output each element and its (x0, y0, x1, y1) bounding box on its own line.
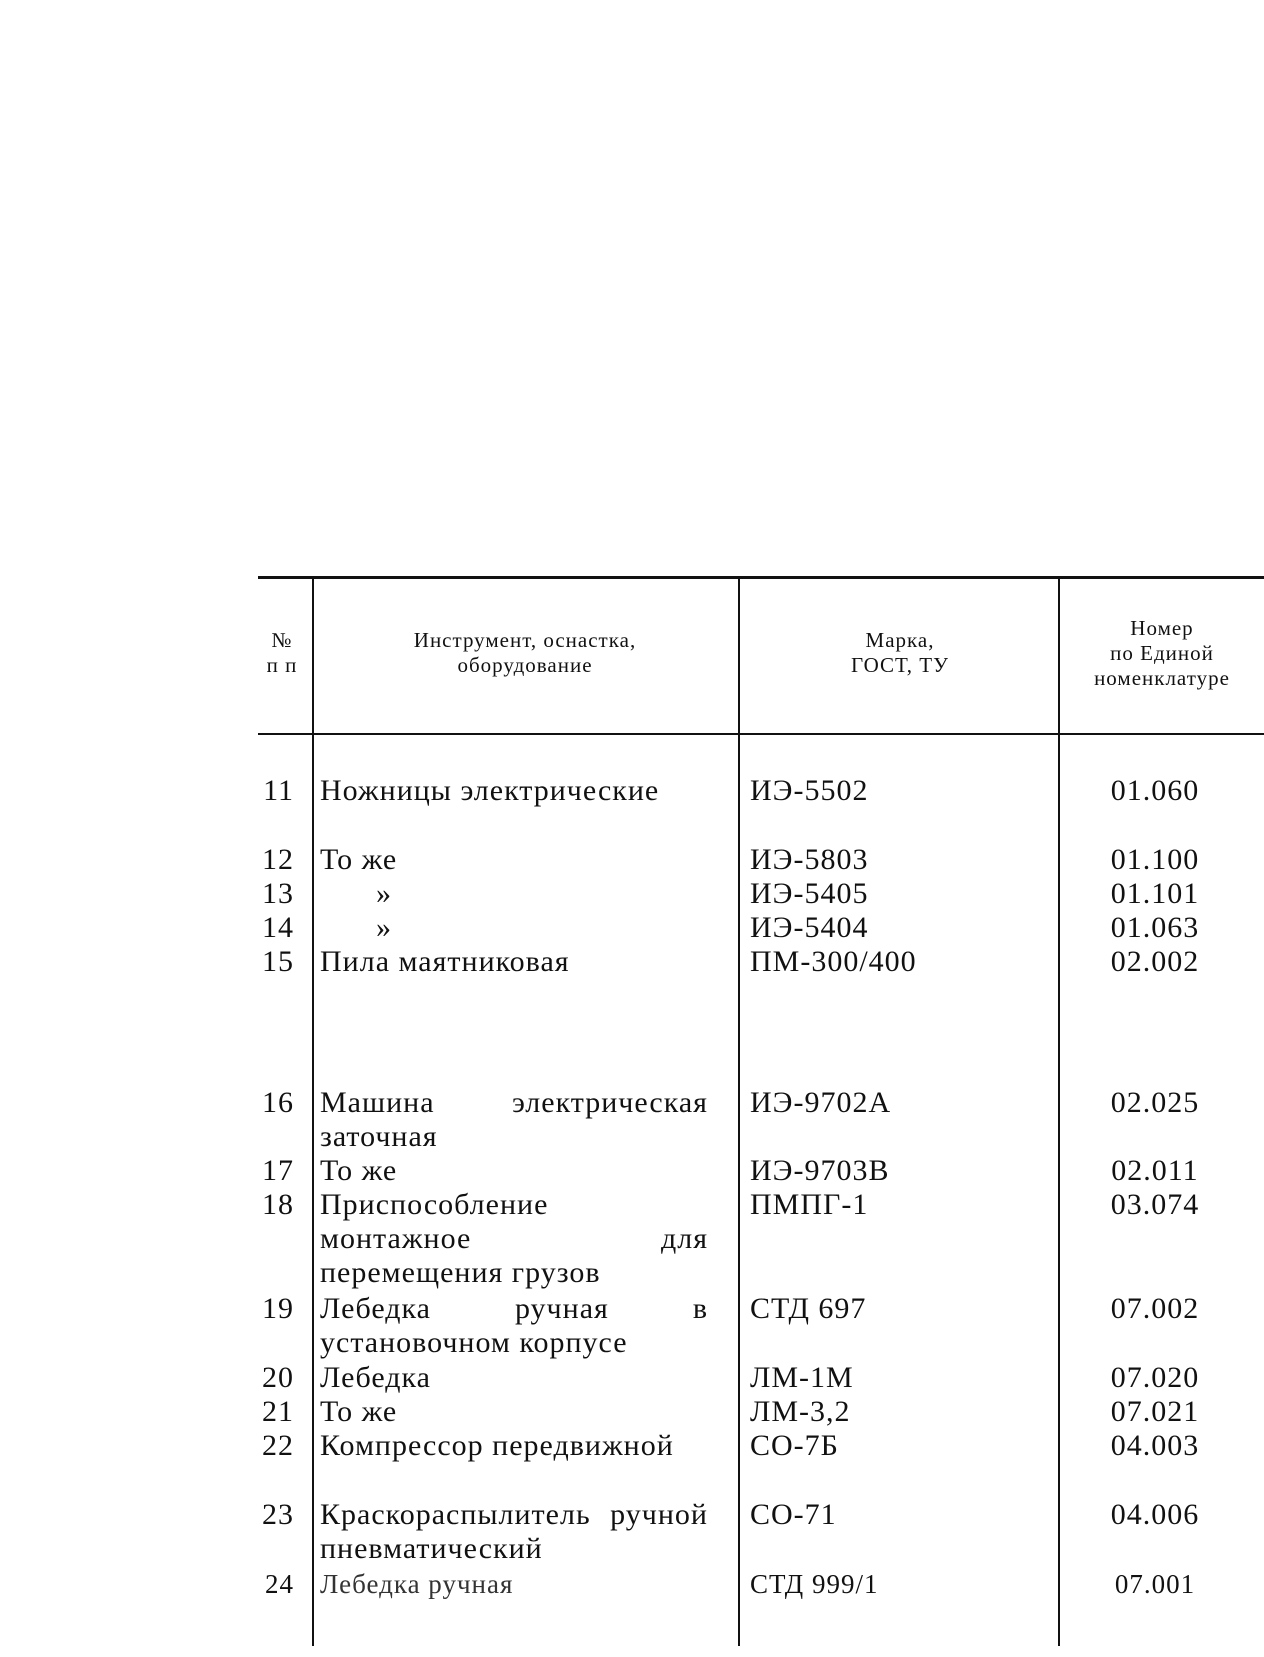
item-name: Ножницы электрические (320, 774, 660, 807)
item-code: 02.002 (1110, 945, 1200, 978)
item-mark: ЛМ-3,2 (750, 1395, 851, 1428)
item-mark: ИЭ-5803 (750, 843, 869, 876)
item-code: 04.006 (1110, 1498, 1200, 1531)
row-number: 16 (262, 1086, 294, 1119)
row-number: 21 (262, 1395, 294, 1428)
row-number: 19 (262, 1292, 294, 1325)
row-number: 11 (263, 774, 294, 807)
item-name: То же (320, 1154, 398, 1187)
item-mark: ИЭ-5405 (750, 877, 869, 910)
header-bottom-rule (258, 733, 1264, 735)
header-code: Номер по Единой номенклатуре (1094, 616, 1230, 690)
item-code: 04.003 (1110, 1429, 1200, 1462)
item-mark: ИЭ-5502 (750, 774, 869, 807)
item-mark: ЛМ-1М (750, 1361, 854, 1394)
header-mark: Марка, ГОСТ, ТУ (851, 628, 949, 677)
item-code: 02.011 (1111, 1154, 1199, 1187)
column-divider-1 (312, 578, 314, 1646)
item-name: Лебедка ручная в установочном корпусе (320, 1292, 708, 1359)
row-number: 15 (262, 945, 294, 978)
row-number: 20 (262, 1361, 294, 1394)
row-number: 23 (262, 1498, 294, 1531)
row-number: 17 (262, 1154, 294, 1187)
item-name: Краскораспылитель ручной пневматический (320, 1498, 708, 1565)
item-code: 02.025 (1110, 1086, 1200, 1119)
item-name: Лебедка (320, 1361, 431, 1394)
row-number: 12 (262, 843, 294, 876)
item-name: Компрессор передвижной (320, 1429, 674, 1462)
item-name: » (376, 877, 392, 910)
row-number: 24 (265, 1569, 294, 1599)
item-name: Приспособление монтажное для перемещения грузов (320, 1188, 708, 1289)
item-name: То же (320, 843, 398, 876)
item-code: 01.063 (1110, 911, 1200, 944)
item-code: 07.021 (1110, 1395, 1200, 1428)
row-number: 18 (262, 1188, 294, 1221)
item-mark: ИЭ-9703В (750, 1154, 890, 1187)
item-name: » (376, 911, 392, 944)
item-code: 01.100 (1110, 843, 1200, 876)
table-top-rule (258, 576, 1264, 579)
column-divider-2 (738, 578, 740, 1646)
item-mark: СТД 697 (750, 1292, 867, 1325)
item-code: 07.001 (1114, 1569, 1196, 1599)
item-code: 01.101 (1110, 877, 1200, 910)
item-mark: ПМПГ-1 (750, 1188, 869, 1221)
row-number: 14 (262, 911, 294, 944)
header-num: № п п (266, 628, 298, 677)
item-mark: СО-71 (750, 1498, 837, 1531)
header-name: Инструмент, оснастка, оборудование (413, 628, 637, 677)
row-number: 13 (262, 877, 294, 910)
item-code: 03.074 (1110, 1188, 1200, 1221)
item-mark: ПМ-300/400 (750, 945, 917, 978)
item-name: Лебедка ручная (320, 1569, 514, 1599)
item-mark: СО-7Б (750, 1429, 839, 1462)
item-mark: ИЭ-5404 (750, 911, 869, 944)
item-code: 01.060 (1110, 774, 1200, 807)
item-code: 07.002 (1110, 1292, 1200, 1325)
item-code: 07.020 (1110, 1361, 1200, 1394)
item-name: Пила маятниковая (320, 945, 570, 978)
item-mark: СТД 999/1 (750, 1569, 879, 1599)
row-number: 22 (262, 1429, 294, 1462)
item-name: То же (320, 1395, 398, 1428)
item-name: Машина электрическая заточная (320, 1086, 708, 1153)
item-mark: ИЭ-9702А (750, 1086, 892, 1119)
